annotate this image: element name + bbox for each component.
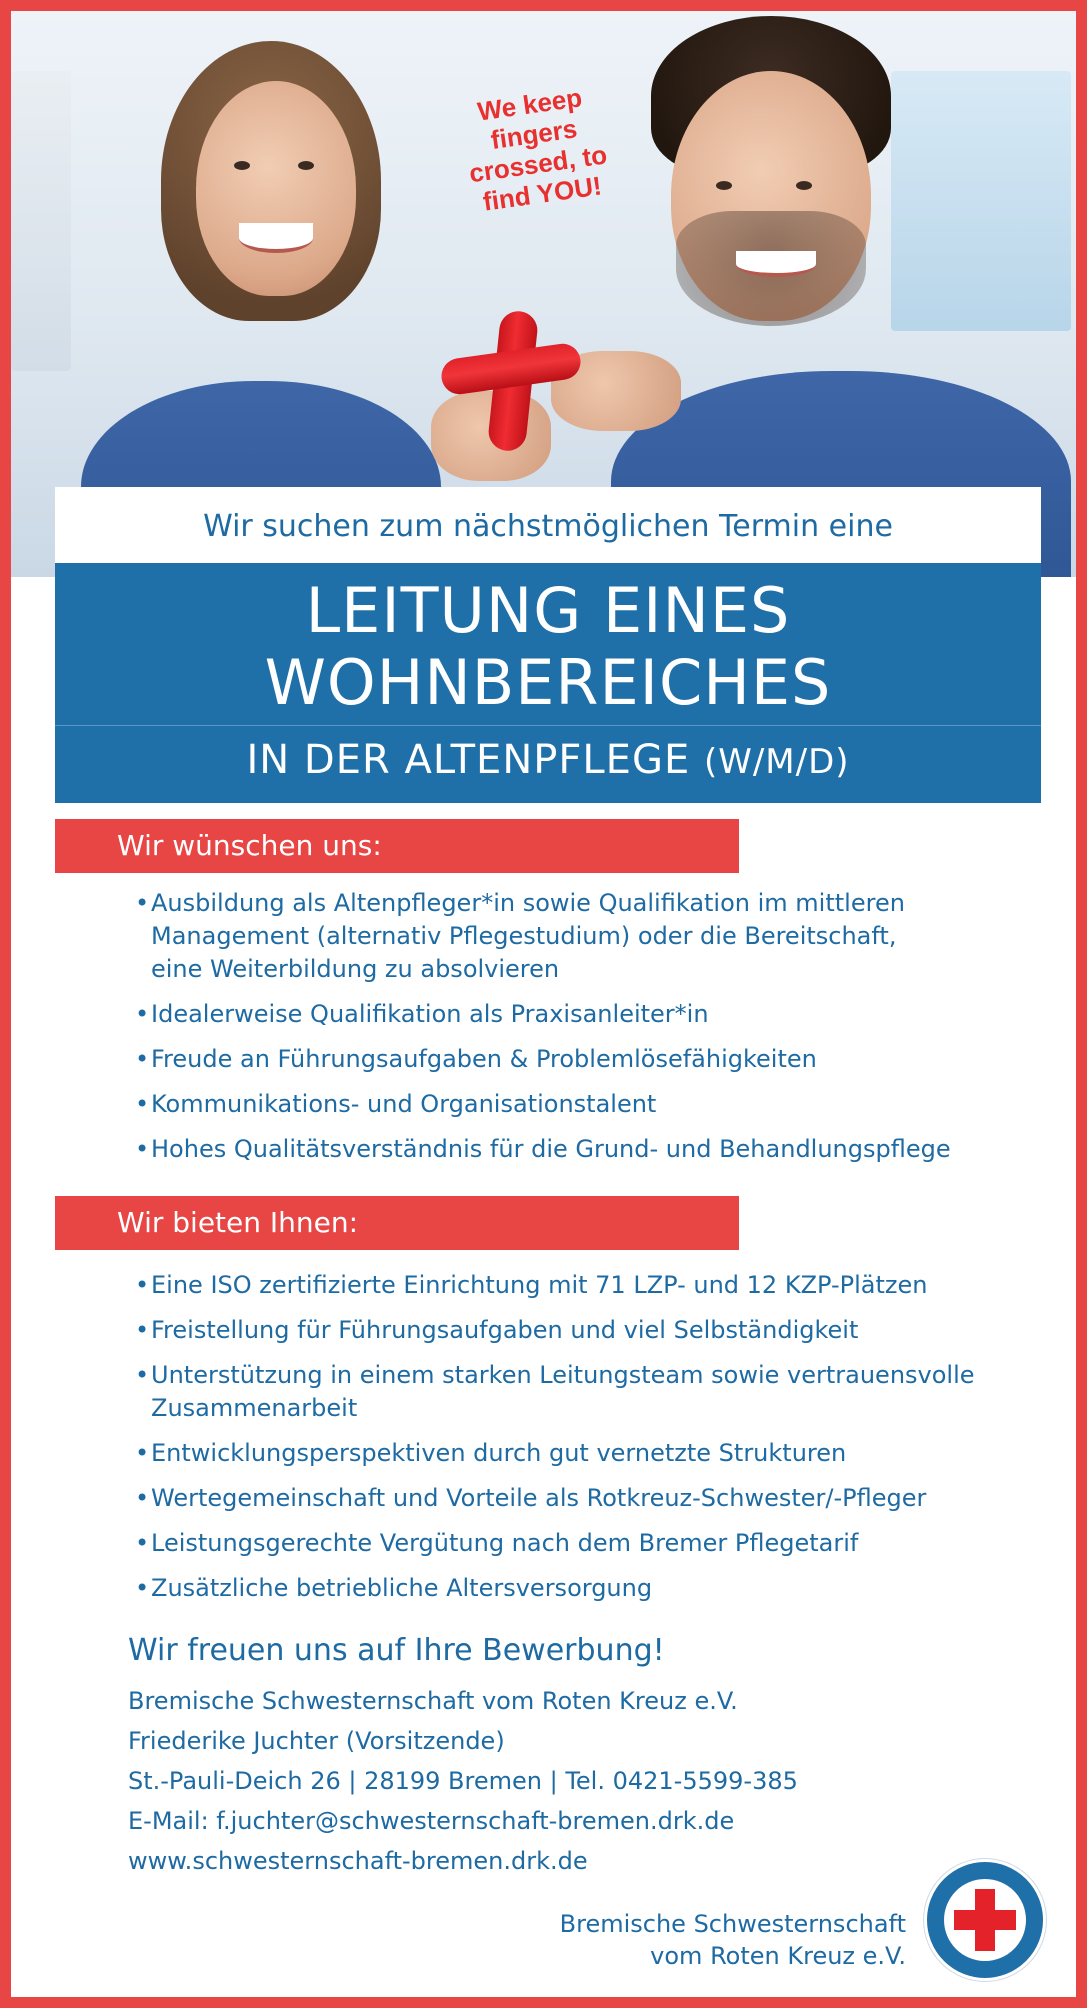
smile (736, 251, 816, 277)
job-title-department: IN DER ALTENPFLEGE (246, 737, 691, 783)
list-item: • Wertegemeinschaft und Vorteile als Rotkreuz-Schwester/-Pfleger (135, 1482, 1035, 1515)
offers-heading-bar (55, 1196, 739, 1250)
list-item: • Hohes Qualitätsverständnis für die Grund- und Behandlungspflege (135, 1133, 1035, 1166)
red-cross-icon (954, 1910, 1016, 1930)
list-item: • Leistungsgerechte Vergütung nach dem Bremer Pflegetarif (135, 1527, 1035, 1560)
job-title-line2: WOHNBEREICHES (264, 646, 832, 719)
eye (298, 161, 314, 170)
contact-person: Friederike Juchter (Vorsitzende) (128, 1727, 505, 1755)
list-item: • Ausbildung als Altenpfleger*in sowie Qualifikation im mittleren Management (alternativ Pflegestudium) oder die Bereitschaft, eine Weiterbildung zu absolvieren (135, 887, 915, 986)
list-item: • Zusätzliche betriebliche Altersversorgung (135, 1572, 1035, 1605)
job-title-line1: LEITUNG EINES (305, 574, 791, 647)
job-title-gender-suffix: (W/M/D) (703, 742, 850, 782)
list-item: • Idealerweise Qualifikation als Praxisanleiter*in (135, 998, 1035, 1031)
list-item: • Freude an Führungsaufgaben & Problemlösefähigkeiten (135, 1043, 1035, 1076)
drk-logo (924, 1859, 1046, 1981)
eye (234, 161, 250, 170)
eye (796, 181, 812, 190)
intro-box (55, 487, 1041, 563)
eye (716, 181, 732, 190)
contact-website-link[interactable]: www.schwesternschaft-bremen.drk.de (128, 1847, 588, 1875)
smile (239, 223, 313, 253)
intro-text: Wir suchen zum nächstmöglichen Termin eine (203, 509, 893, 544)
requirements-heading: Wir wünschen uns: (117, 829, 382, 862)
requirements-list (135, 887, 1035, 1178)
job-title-band (55, 563, 1041, 803)
contact-address: St.-Pauli-Deich 26 | 28199 Bremen | Tel. 0421-5599-385 (128, 1767, 798, 1795)
list-item: • Kommunikations- und Organisationstalent (135, 1088, 1035, 1121)
application-cta: Wir freuen uns auf Ihre Bewerbung! (128, 1633, 665, 1668)
divider (55, 725, 1041, 726)
job-title-line3 (55, 735, 1041, 787)
list-item: • Entwicklungsperspektiven durch gut vernetzte Strukturen (135, 1437, 1035, 1470)
face (196, 81, 356, 296)
footer-organization (491, 1908, 906, 1972)
offers-list (135, 1269, 1035, 1617)
hero-caption: We keep fingers crossed, to find YOU! (467, 82, 609, 217)
requirements-heading-bar (55, 819, 739, 873)
contact-email-link[interactable]: E-Mail: f.juchter@schwesternschaft-bremen.drk.de (128, 1807, 735, 1835)
background-window (891, 71, 1071, 331)
logo-inner (944, 1879, 1026, 1961)
offers-heading: Wir bieten Ihnen: (117, 1206, 359, 1239)
contact-organization: Bremische Schwesternschaft vom Roten Kreuz e.V. (128, 1687, 738, 1715)
background-wall (11, 71, 71, 371)
list-item: • Unterstützung in einem starken Leitungsteam sowie vertrauensvolle Zusammenarbeit (135, 1359, 1015, 1425)
list-item: • Eine ISO zertifizierte Einrichtung mit 71 LZP- und 12 KZP-Plätzen (135, 1269, 1035, 1302)
footer-org-line2: vom Roten Kreuz e.V. (650, 1942, 906, 1970)
footer-org-line1: Bremische Schwesternschaft (559, 1910, 906, 1938)
contact-block (128, 1631, 928, 1881)
list-item: • Freistellung für Führungsaufgaben und viel Selbständigkeit (135, 1314, 1035, 1347)
